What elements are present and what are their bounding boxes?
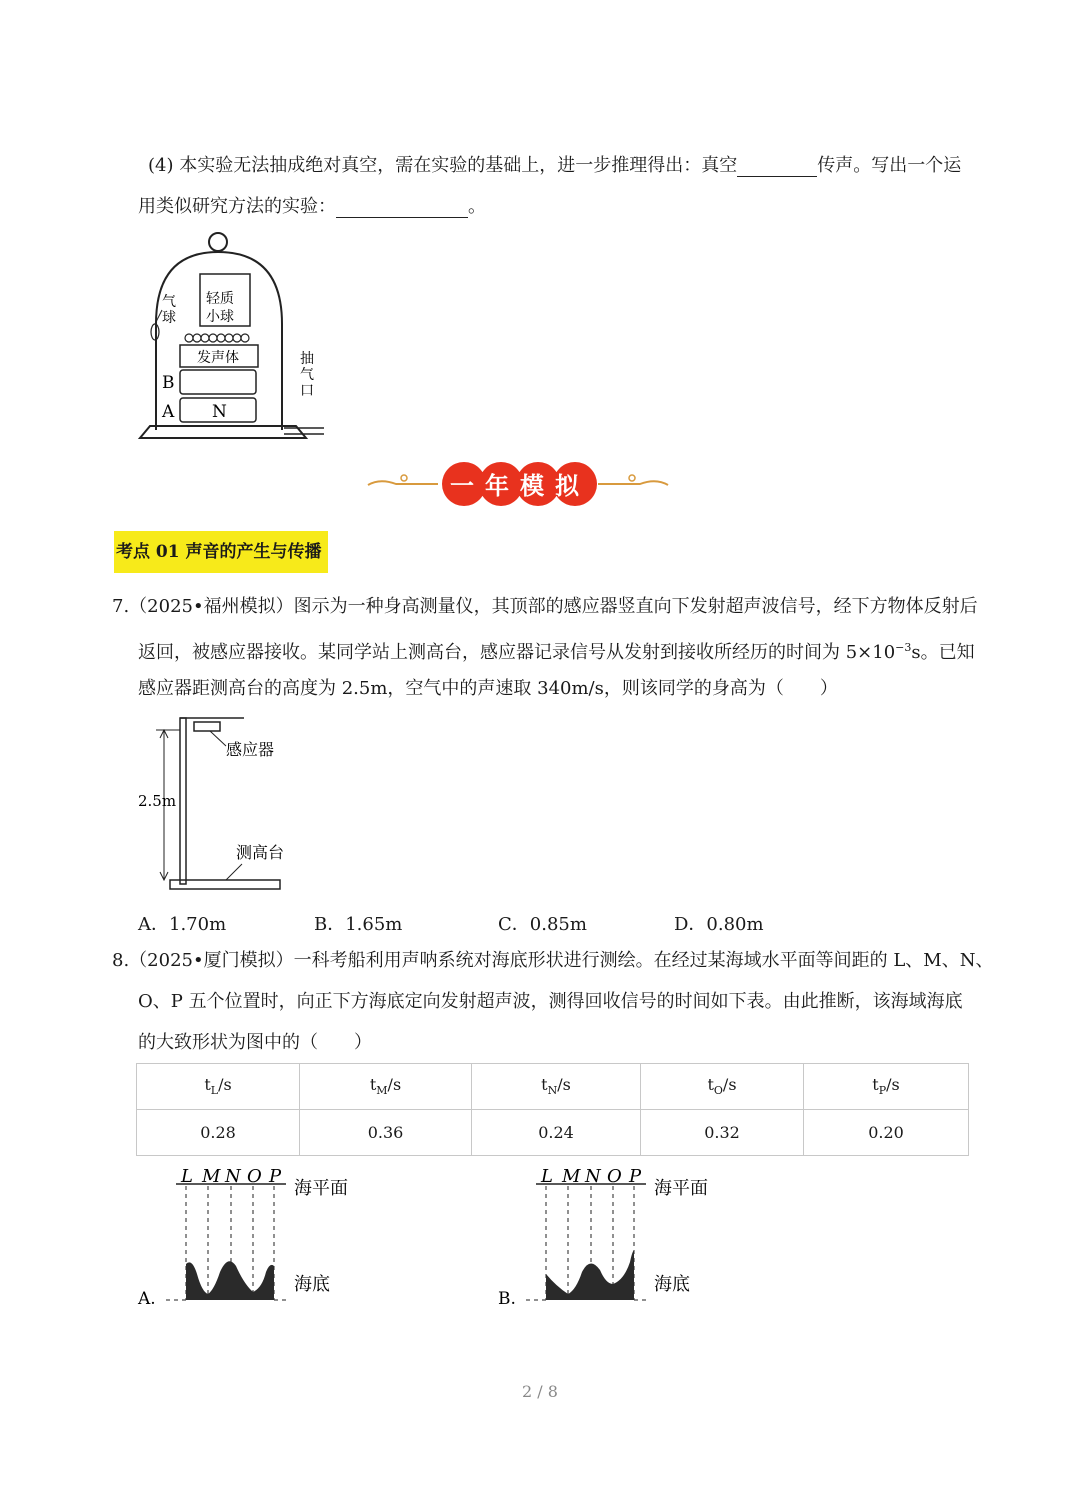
q8-line3: 的大致形状为图中的（ ） [138, 1032, 372, 1053]
sea-floor-label: 海底 [294, 1274, 330, 1295]
q7-line3: 感应器距测高台的高度为 2.5m，空气中的声速取 340m/s，则该同学的身高为（ ） [138, 678, 838, 699]
point-label: L [541, 1166, 553, 1187]
option-d[interactable]: D．0.80m [674, 914, 764, 935]
balloon-label: 气 [162, 294, 176, 310]
sensor-label: 感应器 [226, 740, 275, 759]
table-header-row [137, 1064, 969, 1110]
table-header-cell: $t_M/s$ [300, 1064, 472, 1110]
sea-level-label: 海平面 [654, 1178, 708, 1199]
point-label: N [585, 1166, 601, 1187]
balloon-label: 球 [162, 310, 176, 326]
label-b: B [162, 373, 175, 393]
point-label: O [607, 1166, 622, 1187]
balls-label: 小球 [206, 309, 234, 325]
outlet-label: 口 [300, 383, 314, 399]
point-label: M [562, 1166, 581, 1187]
point-label: M [202, 1166, 221, 1187]
q4-line2: 用类似研究方法的实验： 。 [138, 196, 486, 217]
table-cell: 0.28 [137, 1110, 300, 1156]
point-label: P [629, 1166, 642, 1187]
point-label: O [247, 1166, 262, 1187]
sea-level-label: 海平面 [294, 1178, 348, 1199]
figure-b-label: B. [498, 1289, 516, 1309]
echo-time-table [136, 1063, 969, 1156]
outlet-label: 抽 [300, 351, 314, 367]
option-a[interactable]: A．1.70m [138, 914, 227, 935]
table-header-cell: $t_L/s$ [137, 1064, 300, 1110]
option-c[interactable]: C．0.85m [498, 914, 587, 935]
figure-a-label: A. [138, 1289, 156, 1309]
height-label: 2.5m [138, 792, 177, 810]
answer-blank[interactable] [336, 199, 468, 218]
table-cell: 0.24 [472, 1110, 641, 1156]
outlet-label: 气 [300, 367, 314, 383]
banner-title: 一年模拟 [450, 472, 590, 500]
option-b[interactable]: B．1.65m [314, 914, 403, 935]
q4-line1: (4) 本实验无法抽成绝对真空，需在实验的基础上，进一步推理得出：真空 传声。写出一个运 [148, 155, 962, 176]
point-label: P [269, 1166, 282, 1187]
sounder-label: 发声体 [197, 350, 239, 366]
sea-floor-label: 海底 [654, 1274, 690, 1295]
q7-line2: 返回，被感应器接收。某同学站上测高台，感应器记录信号从发射到接收所经历的时间为 $5\times 10^{-3}s$。已知 [138, 641, 975, 663]
point-label: L [181, 1166, 193, 1187]
table-cell: 0.36 [300, 1110, 472, 1156]
seabed-figure-a[interactable] [136, 1162, 376, 1312]
q7-line1: 7.（2025•福州模拟）图示为一种身高测量仪，其顶部的感应器竖直向下发射超声波信号，经下方物体反射后 [112, 596, 978, 617]
seabed-figure-b[interactable] [496, 1162, 736, 1312]
answer-blank[interactable] [737, 158, 817, 177]
balls-label: 轻质 [206, 291, 234, 307]
point-label: N [225, 1166, 241, 1187]
bell-jar-figure [136, 228, 336, 444]
kaodian-heading: 考点 01 声音的产生与传播 [114, 531, 328, 573]
label-a: A [162, 402, 175, 422]
q8-line1: 8.（2025•厦门模拟）一科考船利用声呐系统对海底形状进行测绘。在经过某海域水平面等间距的 L、M、N、 [112, 950, 994, 971]
page-number: 2 / 8 [522, 1382, 558, 1401]
platform-label: 测高台 [236, 843, 285, 862]
table-row [137, 1110, 969, 1156]
label-n: N [212, 402, 227, 422]
table-header-cell: $t_O/s$ [641, 1064, 804, 1110]
table-header-cell: $t_N/s$ [472, 1064, 641, 1110]
q8-line2: O、P 五个位置时，向正下方海底定向发射超声波，测得回收信号的时间如下表。由此推断，该海域海底 [138, 991, 963, 1012]
table-header-cell: $t_P/s$ [804, 1064, 969, 1110]
table-cell: 0.32 [641, 1110, 804, 1156]
table-cell: 0.20 [804, 1110, 969, 1156]
height-meter-figure [136, 712, 306, 894]
